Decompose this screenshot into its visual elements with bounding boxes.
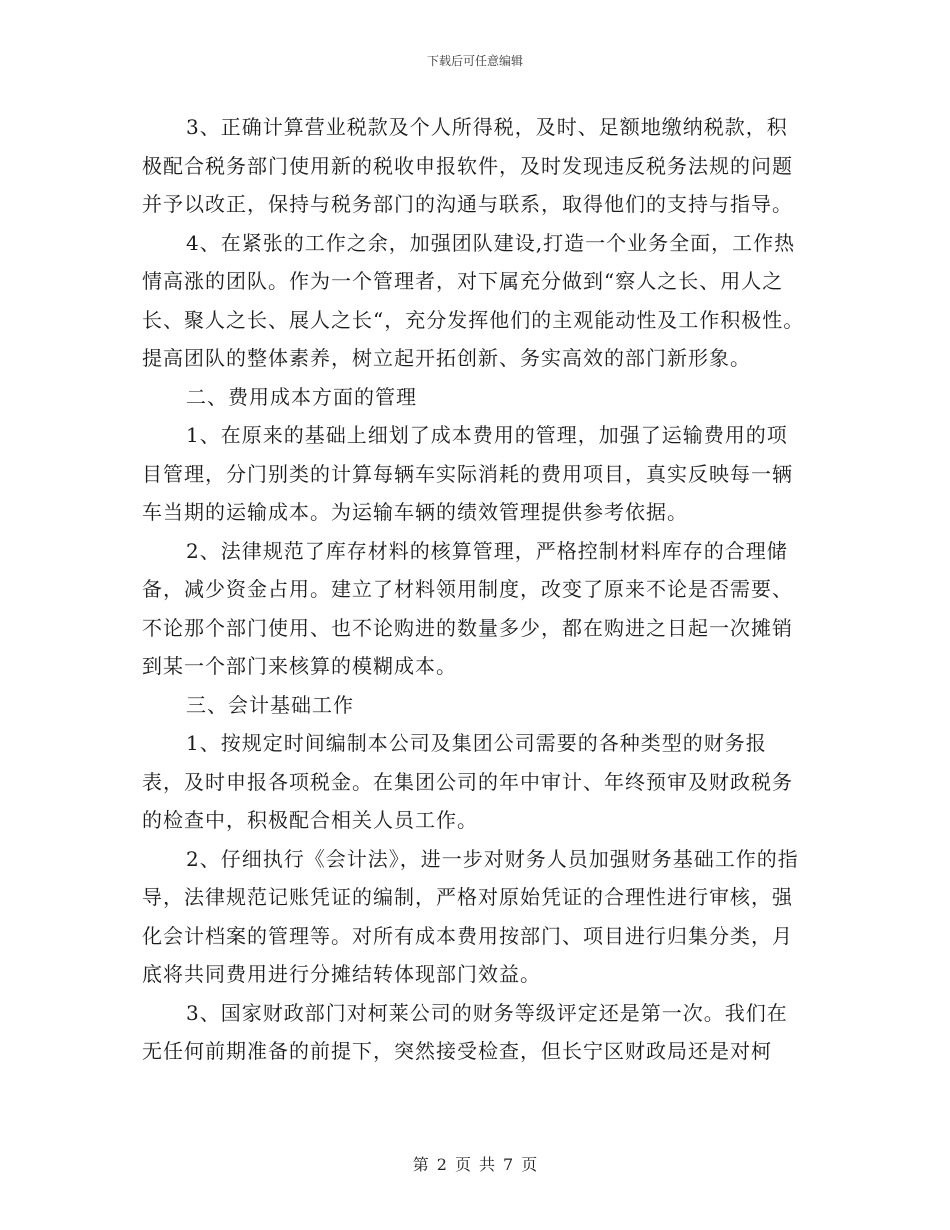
- paragraph-inventory: 2、法律规范了库存材料的核算管理，严格控制材料库存的合理储备，减少资金占用。建立了材料领用制度，改变了原来不论是否需要、不论那个部门使用、也不论购进的数量多少，都在购进之日起一次摊销到某一个部门来核算的模糊成本。: [142, 538, 793, 678]
- paragraph-finance-rating: 3、国家财政部门对柯莱公司的财务等级评定还是第一次。我们在无任何前期准备的前提下，突然接受检查，但长宁区财政局还是对柯: [142, 1000, 788, 1063]
- document-body: [142, 108, 808, 1071]
- footer-total-word: 共: [479, 1155, 496, 1174]
- footer-page-word: 页: [454, 1155, 471, 1174]
- footer-current-page: 2: [436, 1155, 447, 1174]
- paragraph-team-building: 4、在紧张的工作之余，加强团队建设,打造一个业务全面，工作热情高涨的团队。作为一个管理者，对下属充分做到“察人之长、用人之长、聚人之长、展人之长“，充分发挥他们的主观能动性及工作积极性。提高团队的整体素养，树立起开拓创新、务实高效的部门新形象。: [142, 230, 805, 370]
- section-heading-cost-management: 二、费用成本方面的管理: [186, 384, 417, 409]
- footer-prefix: 第: [412, 1155, 429, 1174]
- page-footer: [0, 1152, 950, 1175]
- paragraph-reports: 1、按规定时间编制本公司及集团公司需要的各种类型的财务报表，及时申报各项税金。在集团公司的年中审计、年终预审及财政税务的检查中，积极配合相关人员工作。: [142, 731, 793, 832]
- footer-total-pages: 7: [503, 1155, 514, 1174]
- paragraph-accounting-law: 2、仔细执行《会计法》，进一步对财务人员加强财务基础工作的指导，法律规范记账凭证的编制，严格对原始凭证的合理性进行审核，强化会计档案的管理等。对所有成本费用按部门、项目进行归集分类，月底将共同费用进行分摊结转体现部门效益。: [142, 846, 799, 986]
- paragraph-tax-compliance: 3、正确计算营业税款及个人所得税，及时、足额地缴纳税款，积极配合税务部门使用新的税收申报软件，及时发现违反税务法规的问题并予以改正，保持与税务部门的沟通与联系，取得他们的支持与指导。: [142, 115, 793, 216]
- paragraph-cost-detail: 1、在原来的基础上细划了成本费用的管理，加强了运输费用的项目管理，分门别类的计算每辆车实际消耗的费用项目，真实反映每一辆车当期的运输成本。为运输车辆的绩效管理提供参考依据。: [142, 423, 793, 524]
- page-header-note: 下载后可任意编辑: [426, 54, 523, 68]
- footer-suffix: 页: [521, 1155, 538, 1174]
- section-heading-accounting-basics: 三、会计基础工作: [186, 692, 354, 717]
